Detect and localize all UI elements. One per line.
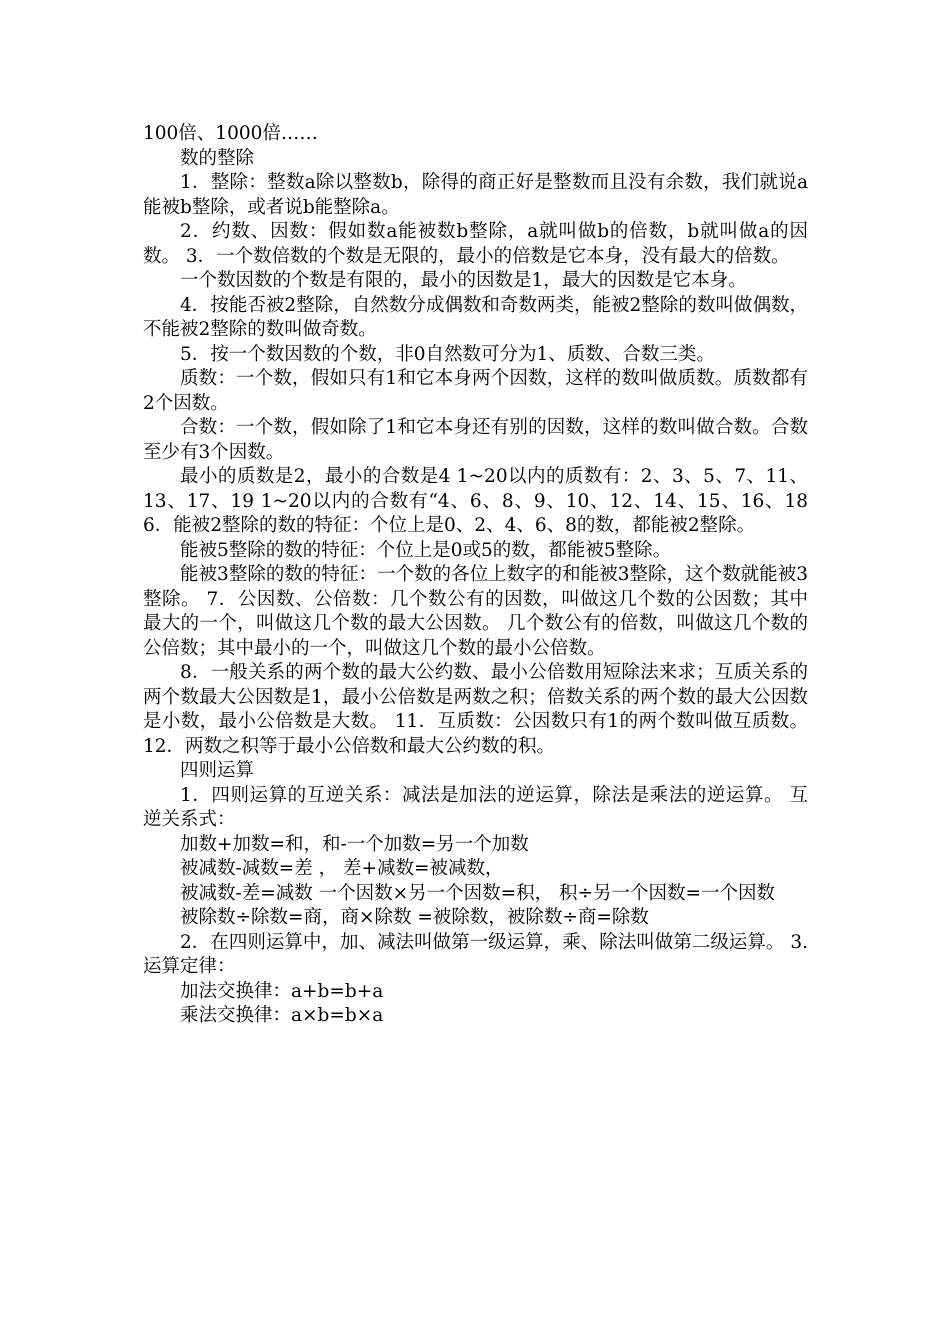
paragraph-classification: 5．按一个数因数的个数，非0自然数可分为1、质数、合数三类。 bbox=[180, 343, 715, 365]
paragraph-factors-multiples: 2．约数、因数：假如数a能被数b整除，a就叫做b的倍数，b就叫做a的因数。 3．一个数倍数的个数是无限的，最小的倍数是它本身，没有最大的倍数。 bbox=[143, 221, 808, 267]
paragraph-even-odd: 4．按能否被2整除，自然数分成偶数和奇数两类，能被2整除的数叫做偶数，不能被2整除的数叫做奇数。 bbox=[143, 294, 808, 340]
law-multiplication-commutative: 乘法交换律：a×b=b×a bbox=[180, 1005, 384, 1026]
paragraph-divisible-by-3: 能被3整除的数的特征：一个数的各位上数字的和能被3整除，这个数就能被3整除。 7．公因数、公倍数：几个数公有的因数，叫做这几个数的公因数；其中最大的一个，叫做这几个数的最大公因数。 几个数公有的倍数，叫做这几个数的公倍数；其中最小的一个，叫做这几个数的最小公倍数。 bbox=[143, 564, 808, 659]
paragraph-gcd-lcm: 8．一般关系的两个数的最大公约数、最小公倍数用短除法来求；互质关系的两个数最大公因数是1，最小公倍数是两数之积；倍数关系的两个数的最大公因数是小数，最小公倍数是大数。 11．互质数：公因数只有1的两个数叫做互质数。 12．两数之积等于最小公倍数和最大公约数的积。 bbox=[143, 662, 808, 757]
paragraph-divisibility-definition: 1．整除：整数a除以整数b，除得的商正好是整数而且没有余数，我们就说a能被b整除，或者说b能整除a。 bbox=[143, 172, 808, 218]
paragraph-multiples-tail: 100倍、1000倍…… bbox=[143, 123, 318, 144]
law-addition-commutative: 加法交换律：a+b=b+a bbox=[180, 980, 384, 1002]
paragraph-prime-definition: 质数：一个数，假如只有1和它本身两个因数，这样的数叫做质数。质数都有2个因数。 bbox=[143, 368, 808, 414]
formula-multiplication: 被减数-差=减数 一个因数×另一个因数=积， 积÷另一个因数=一个因数 bbox=[180, 882, 776, 904]
paragraph-inverse-operations: 1．四则运算的互逆关系：减法是加法的逆运算，除法是乘法的逆运算。 互逆关系式： bbox=[143, 784, 808, 830]
formula-addition: 加数+加数=和，和-一个加数=另一个加数 bbox=[180, 833, 529, 855]
section-heading-divisibility: 数的整除 bbox=[180, 147, 255, 169]
paragraph-divisible-by-5: 能被5整除的数的特征：个位上是0或5的数，都能被5整除。 bbox=[180, 539, 672, 561]
paragraph-operation-levels: 2．在四则运算中，加、减法叫做第一级运算，乘、除法叫做第二级运算。 3.运算定律： bbox=[143, 931, 808, 977]
paragraph-factor-count: 一个数因数的个数是有限的，最小的因数是1，最大的因数是它本身。 bbox=[180, 270, 747, 291]
paragraph-primes-list: 最小的质数是2，最小的合数是4 1~20以内的质数有：2、3、5、7、11、13、17、19 1~20以内的合数有“4、6、8、9、10、12、14、15、16、18 6．能被2整除的数的特征：个位上是0、2、4、6、8的数，都能被2整除。 bbox=[143, 466, 808, 536]
section-heading-arithmetic: 四则运算 bbox=[180, 760, 255, 781]
paragraph-composite-definition: 合数：一个数，假如除了1和它本身还有别的因数，这样的数叫做合数。合数至少有3个因数。 bbox=[143, 417, 808, 463]
formula-subtraction: 被减数-减数=差 ， 差+减数=被减数， bbox=[180, 858, 504, 879]
formula-division: 被除数÷除数=商，商×除数 =被除数，被除数÷商=除数 bbox=[180, 907, 649, 928]
document-body bbox=[143, 122, 808, 1029]
